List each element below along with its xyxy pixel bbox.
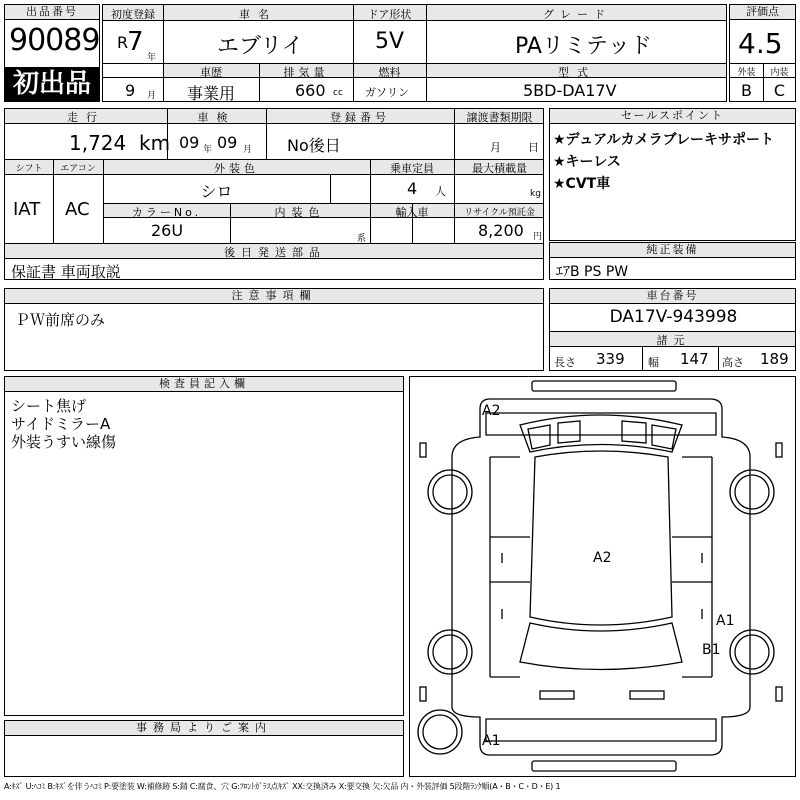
office-label: 事務局よりご案内 — [5, 721, 403, 736]
interior-color-label: 内装色 — [274, 206, 326, 219]
lot-number: 90089 — [9, 23, 100, 58]
notes: ＰＷ前席のみ — [15, 311, 106, 329]
displacement-unit: cc — [333, 88, 343, 98]
shift-label: シフト — [15, 164, 43, 174]
inspection-month: 09 — [217, 133, 238, 152]
capacity-unit: 人 — [435, 185, 446, 198]
sales-point: ★デュアルカメラブレーキサポート — [553, 132, 775, 148]
damage-mark: A1 — [482, 733, 501, 749]
era: R — [117, 33, 129, 52]
lot-cell — [4, 4, 100, 102]
mileage-label: 走行 — [67, 111, 105, 124]
inspector-line: シート焦げ — [11, 397, 87, 415]
score: 4.5 — [738, 27, 783, 60]
fuel: ガソリン — [365, 86, 409, 99]
sales-point: ★CVT車 — [553, 176, 611, 192]
load-unit: kg — [530, 189, 541, 199]
door-type: 5V — [375, 29, 405, 54]
load-label: 最大積載量 — [472, 162, 527, 175]
later-parts-label: 後日発送部品 — [224, 246, 326, 259]
notes-block — [4, 288, 544, 371]
equipment-label: 純正装備 — [550, 243, 795, 258]
inspector-label: 検査員記入欄 — [5, 377, 403, 392]
score-cell — [729, 4, 796, 102]
ac: AC — [65, 199, 90, 220]
displacement-label: 排気量 — [283, 66, 329, 79]
legend: A:ｷｽﾞ U:ﾍｺﾐ B:ｷｽﾞを伴うﾍｺﾐ P:要塗装 W:補修跡 S:錆 C:腐食、穴 G:ﾌﾛﾝﾄｶﾞﾗｽ点ｷｽﾞ XX:交換済み X:要交換 欠:欠品 内・外装評価 5段階ﾗﾝｸ順(A・B・C・D・E) 1 — [4, 782, 561, 791]
score-label: 評価点 — [730, 5, 795, 20]
equipment-block — [549, 242, 796, 280]
interior-label: 内装 — [770, 68, 789, 78]
equipment: ｴｱB PS PW — [556, 264, 629, 280]
color-label: 外装色 — [214, 162, 259, 175]
recycle-label: リサイクル預託金 — [464, 208, 535, 218]
door-label: ドア形状 — [367, 8, 412, 21]
inspection-month-unit: 月 — [243, 145, 253, 155]
details-block — [4, 108, 544, 280]
inspection-label: 車検 — [197, 111, 236, 124]
sales-label: セールスポイント — [550, 109, 795, 124]
transfer-day-unit: 日 — [528, 141, 539, 154]
reg-no: No後日 — [287, 136, 341, 155]
recycle: 8,200 — [478, 221, 524, 240]
interior-grade: C — [773, 81, 786, 100]
interior-color-unit: 系 — [357, 234, 367, 244]
car-outline-diagram — [410, 377, 795, 776]
transfer-month-unit: 月 — [490, 141, 501, 154]
width-label: 幅 — [648, 356, 659, 369]
first-listing-badge: 初出品 — [5, 67, 99, 101]
later-parts: 保証書 車両取説 — [11, 263, 121, 281]
sales-block — [549, 108, 796, 241]
damage-mark: A1 — [716, 613, 735, 629]
ac-label: エアコン — [60, 164, 96, 174]
inspection-year-unit: 年 — [203, 145, 213, 155]
history: 事業用 — [187, 84, 236, 103]
inspector-line: サイドミラーA — [11, 415, 111, 433]
reg-no-label: 登録番号 — [330, 111, 390, 124]
mileage-unit: km — [139, 131, 171, 155]
notes-label: 注意事項欄 — [5, 289, 543, 304]
dims-label: 諸元 — [656, 334, 691, 347]
capacity: 4 — [407, 179, 418, 198]
import-label: 輸入車 — [395, 206, 429, 219]
color: シロ — [200, 182, 233, 201]
displacement: 660 — [295, 81, 326, 100]
first-reg-label: 初度登録 — [111, 8, 155, 21]
history-label: 車歴 — [200, 66, 222, 79]
height: 189 — [760, 350, 789, 368]
height-label: 高さ — [722, 356, 744, 369]
lot-label: 出品番号 — [5, 5, 99, 20]
shift: IAT — [13, 199, 41, 220]
width: 147 — [680, 350, 709, 368]
chassis-label: 車台番号 — [550, 289, 795, 304]
damage-mark: A2 — [593, 550, 612, 566]
header-grid — [102, 4, 727, 102]
reg-year-unit: 年 — [147, 53, 157, 63]
length-label: 長さ — [554, 356, 576, 369]
color-no-label: カラーNo. — [131, 206, 202, 219]
inspection-year: 09 — [179, 133, 200, 152]
length: 339 — [596, 350, 625, 368]
reg-year: 7 — [127, 27, 144, 57]
chassis-block — [549, 288, 796, 371]
car-name: エブリイ — [217, 34, 304, 59]
chassis-number: DA17V-943998 — [609, 307, 738, 327]
grade-label: グレード — [543, 8, 611, 21]
exterior-label: 外装 — [737, 68, 756, 78]
capacity-label: 乗車定員 — [390, 162, 434, 175]
damage-mark: A2 — [482, 403, 501, 419]
exterior-grade: B — [741, 81, 752, 100]
recycle-unit: 円 — [533, 232, 543, 242]
transfer-label: 譲渡書類期限 — [466, 111, 533, 124]
office-block — [4, 720, 404, 777]
sales-point: ★キーレス — [553, 154, 621, 170]
damage-mark: B1 — [702, 642, 721, 658]
reg-month: 9 — [125, 81, 136, 100]
model-label: 型式 — [558, 66, 596, 79]
inspector-block — [4, 376, 404, 716]
header-block — [4, 4, 796, 102]
reg-month-unit: 月 — [147, 91, 157, 101]
inspector-line: 外装うすい線傷 — [11, 433, 117, 451]
color-no: 26U — [151, 221, 184, 240]
car-diagram — [409, 376, 796, 777]
model-code: 5BD-DA17V — [523, 81, 617, 100]
mileage: 1,724 — [69, 131, 127, 155]
car-name-label: 車名 — [239, 8, 277, 21]
fuel-label: 燃料 — [378, 66, 401, 79]
grade: PAリミテッド — [515, 34, 652, 59]
